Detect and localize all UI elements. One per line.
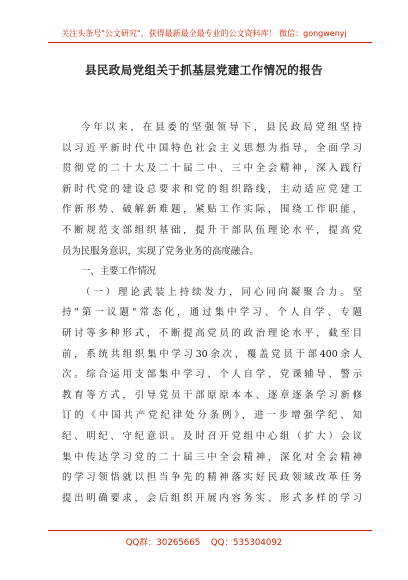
text-line: 提出明确要求，会后组织开展内容务实、形式多样的学习 <box>62 492 362 504</box>
text-line: 今年以来，在县委的坚强领导下，县民政局党组坚持 <box>81 122 362 133</box>
header-note: 关注头条号"公文研究"，获得最新最全最专业的公文资料库！ 微信：gongwenyj <box>61 29 347 38</box>
document-body <box>62 118 362 509</box>
text-line: 订的《中国共产党纪律处分条例》，进一步增强学纪、知 <box>62 410 362 422</box>
text-line: 纪、明纪、守纪意识。及时召开党组中心组（扩大）会议 <box>62 430 362 442</box>
heading-line: 一、主要工作情况 <box>81 266 157 278</box>
paragraph-theory <box>62 283 362 510</box>
footer-qq: QQ：535304092 <box>210 538 283 548</box>
paragraph-intro <box>62 118 362 262</box>
text-line: 次。综合运用支部集中学习、个人自学、党课辅导、警示 <box>62 369 362 381</box>
text-line: 研讨等多种形式，不断提高党员的政治理论水平，截至目 <box>62 327 362 339</box>
text-line: 不断规范支部组织基础，提升干部队伍理论水平，提高党 <box>62 224 362 236</box>
text-line: 持"第一议题"常态化，通过集中学习、个人自学、专题 <box>62 307 362 319</box>
text-line: 员为民服务意识，实现了党务业务的高度融合。 <box>62 245 259 257</box>
text-line: 作新形势、破解新难题，紧贴工作实际，围绕工作职能， <box>62 204 362 216</box>
header-divider <box>48 42 372 43</box>
section-heading <box>62 262 362 283</box>
text-line: 新时代党的建设总要求和党的组织路线，主动适应党建工 <box>62 183 362 195</box>
text-line: （一）理论武装上持续发力，同心同向凝聚合力。坚 <box>81 286 362 298</box>
footer-qq-group: QQ群：30265665 <box>125 538 201 548</box>
text-line: 教育等方式，引导党员干部原原本本、逐章逐条学习新修 <box>62 389 362 401</box>
footer <box>0 536 408 548</box>
document-title: 县民政局党组关于抓基层党建工作情况的报告 <box>85 63 323 77</box>
text-line: 贯彻党的二十大及二十届二中、三中全会精神，深入践行 <box>62 163 362 175</box>
text-line: 的学习领悟就以担当争先的精神落实好民政领域改革任务 <box>62 472 362 484</box>
text-line: 集中传达学习党的二十届三中全会精神，深化对全会精神 <box>62 451 362 463</box>
text-line: 前，系统共组织集中学习30余次，覆盖党员干部400余人 <box>62 348 362 360</box>
text-line: 以习近平新时代中国特色社会主义思想为指导，全面学习 <box>62 142 362 154</box>
footer-divider <box>48 530 372 531</box>
